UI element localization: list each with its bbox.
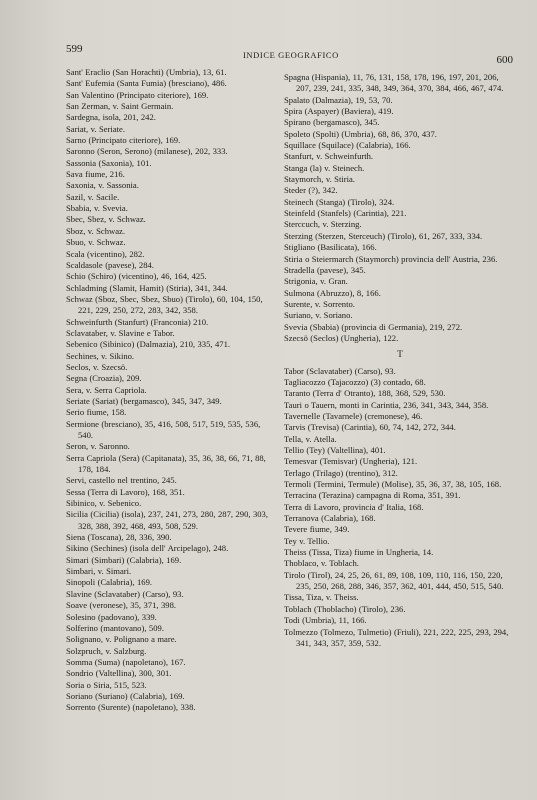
index-entry: Termoli (Termini, Termule) (Molise), 35, 36, 37, 38, 105, 168. — [284, 479, 502, 490]
index-entry: Sera, v. Serra Capriola. — [66, 384, 147, 395]
page-number-left: 599 — [66, 43, 83, 55]
index-entries-t — [284, 366, 516, 650]
index-entry: Soriano (Suriano) (Calabria), 169. — [66, 690, 185, 701]
index-entry: Sechines, v. Sikino. — [66, 350, 135, 361]
index-entry: Schwaz (Sboz, Sbec, Sbez, Sbuo) (Tirolo), 60, 104, 150, 221, 229, 250, 272, 283, 342, 358. — [66, 293, 263, 316]
index-entry: Steder (?), 342. — [284, 185, 338, 196]
index-entry: San Zerman, v. Saint Germain. — [66, 101, 174, 112]
index-entry: Saronno (Seron, Serono) (milanese), 202, 333. — [66, 146, 228, 157]
index-entry: Sbabia, v. Svevia. — [66, 203, 128, 214]
index-entry: Sazil, v. Sacile. — [66, 191, 120, 202]
index-column-left — [66, 67, 276, 714]
index-entry: Sorrento (Surente) (napoletano), 338. — [66, 702, 196, 713]
index-entry: Sava fiume, 216. — [66, 169, 125, 180]
index-entry: Tauri o Tauern, monti in Carintia, 236, 341, 343, 344, 358. — [284, 399, 489, 410]
index-entry: Serio fiume, 158. — [66, 407, 127, 418]
running-title: INDICE GEOGRAFICO — [243, 50, 339, 60]
index-entry: Sboz, v. Schwaz. — [66, 225, 125, 236]
index-entry: Sondrio (Valtellina), 300, 301. — [66, 668, 172, 679]
index-entry: Tarvis (Trevisa) (Carintia), 60, 74, 142, 272, 344. — [284, 422, 456, 433]
index-entry: Schio (Schiro) (vicentino), 46, 164, 425. — [66, 271, 207, 282]
index-entry: Tissa, Tiza, v. Theiss. — [284, 592, 359, 603]
index-entry: Sterzing (Sterzen, Sterceuch) (Tirolo), 61, 267, 333, 334. — [284, 230, 483, 241]
index-entry: Sessa (Terra di Lavoro), 168, 351. — [66, 486, 185, 497]
index-entry: Simari (Simbari) (Calabria), 169. — [66, 554, 182, 565]
index-entry: Schweinfurth (Stanfurt) (Franconia) 210. — [66, 316, 209, 327]
index-entry: Terracina (Terazina) campagna di Roma, 351, 391. — [284, 490, 461, 501]
index-entry: Sibinico, v. Sebenico. — [66, 498, 142, 509]
section-letter-t: T — [397, 350, 403, 361]
index-entry: Simbari, v. Simari. — [66, 566, 132, 577]
index-entry: Solignano, v. Polignano a mare. — [66, 634, 177, 645]
index-entry: Terra di Lavoro, provincia d' Italia, 168. — [284, 501, 424, 512]
index-entry: Staymorch, v. Stiria. — [284, 174, 355, 185]
index-entry: Saxonia, v. Sassonia. — [66, 180, 139, 191]
index-entry: Sikino (Sechines) (isola dell' Arcipelago), 248. — [66, 543, 229, 554]
index-entry: Solferino (mantovano), 509. — [66, 622, 164, 633]
index-entry: Soria o Siria, 515, 523. — [66, 679, 147, 690]
index-entry: Sulmona (Abruzzo), 8, 166. — [284, 287, 381, 298]
index-entry: Sariat, v. Seriate. — [66, 123, 125, 134]
index-entry: Terranova (Calabria), 168. — [284, 513, 376, 524]
index-entry: Theiss (Tissa, Tiza) fiume in Ungheria, 14. — [284, 547, 434, 558]
index-entry: Seriate (Sariat) (bergamasco), 345, 347, 349. — [66, 395, 222, 406]
index-entry: Svevia (Sbabia) (provincia di Germania), 219, 272. — [284, 321, 463, 332]
index-entry: Tavernelle (Tavarnele) (cremonese), 46. — [284, 410, 423, 421]
index-entry: Taranto (Terra d' Otranto), 188, 368, 529, 530. — [284, 388, 446, 399]
page-number-right: 600 — [496, 54, 513, 66]
index-entry: Terlago (Trilago) (trentino), 312. — [284, 467, 398, 478]
index-entry: Sant' Eufemia (Santa Fumia) (bresciano), 486. — [66, 78, 227, 89]
index-entry: Sbuo, v. Schwaz. — [66, 237, 126, 248]
index-entry: Sicilia (Cicilia) (isola), 237, 241, 273, 280, 287, 290, 303, 328, 388, 392, 468, 493, 508, 529. — [66, 509, 269, 531]
index-entry: Serra Capriola (Sera) (Capitanata), 35, 36, 38, 66, 71, 88, 178, 184. — [66, 452, 266, 475]
index-entry: Spagna (Hispania), 11, 76, 131, 158, 178, 196, 197, 201, 206, 207, 239, 241, 335, 348, 349, 364, 370, 384, 466, 467, 474. — [284, 72, 504, 94]
index-entry: Todi (Umbria), 11, 166. — [284, 615, 367, 626]
index-entry: Sterccuch, v. Sterzing. — [284, 219, 362, 230]
index-entry: Slavine (Sclavataber) (Carso), 93. — [66, 588, 184, 599]
index-entry: Stiria o Steiermarch (Staymorch) provincia dell' Austria, 236. — [284, 253, 498, 264]
index-entry: Tevere fiume, 349. — [284, 524, 350, 535]
index-entry: Sclavataber, v. Slavine e Tabor. — [66, 327, 175, 338]
index-entry: Siena (Toscana), 28, 336, 390. — [66, 532, 172, 543]
index-entry: Sassonia (Saxonia), 101. — [66, 157, 152, 168]
index-entry: Suriano, v. Soriano. — [284, 310, 353, 321]
index-entry: Surente, v. Sorrento. — [284, 298, 355, 309]
index-entry: Steinfeld (Stanfels) (Carintia), 221. — [284, 208, 407, 219]
index-entry: Tellio (Tey) (Valtellina), 401. — [284, 445, 386, 455]
index-entry: Scaldasole (pavese), 284. — [66, 259, 154, 270]
index-entry: Sarno (Principato citeriore), 169. — [66, 135, 181, 146]
index-entry: Somma (Suma) (napoletano), 167. — [66, 656, 186, 667]
index-entry: Stanga (la) v. Steinech. — [284, 162, 365, 173]
index-entry: Tirolo (Tirol), 24, 25, 26, 61, 89, 108, 109, 110, 116, 150, 220, 235, 250, 268, 288, 346, 357, 362, 401, 444, 450, 515, 540. — [284, 569, 504, 592]
index-entry: Sebenico (Sibinico) (Dalmazia), 210, 335, 471. — [66, 339, 231, 350]
index-entry: Strigonia, v. Gran. — [284, 276, 348, 287]
index-entry: Temesvar (Temisvar) (Ungheria), 121. — [284, 456, 418, 467]
index-entry: Squillace (Squilace) (Calabria), 166. — [284, 140, 411, 151]
index-entry: Seron, v. Saronno. — [66, 441, 130, 452]
index-entry: Sinopoli (Calabria), 169. — [66, 577, 153, 588]
index-entry: Soave (veronese), 35, 371, 398. — [66, 600, 177, 611]
index-entry: Seclos, v. Szecsö. — [66, 361, 128, 372]
index-entry: Stanfurt, v. Schweinfurth. — [284, 151, 374, 162]
index-entry: Spirano (bergamasco), 345. — [284, 117, 380, 128]
index-entry: Tolmezzo (Tolmezo, Tulmetio) (Friuli), 221, 222, 225, 293, 294, 341, 343, 357, 359, 532. — [284, 626, 509, 648]
index-entry: Toblach (Thoblacho) (Tirolo), 236. — [284, 603, 406, 614]
index-entry: Sermione (bresciano), 35, 416, 508, 517, 519, 535, 536, 540. — [66, 418, 261, 440]
index-entry: Tella, v. Atella. — [284, 433, 337, 444]
index-entry: Tabor (Sclavataber) (Carso), 93. — [284, 365, 396, 376]
index-entry: Tagliacozzo (Tajacozzo) (3) contado, 68. — [284, 376, 426, 387]
index-entry: Stigliano (Basilicata), 166. — [284, 242, 377, 253]
index-entry: Stradella (pavese), 345. — [284, 264, 366, 275]
index-entry: Thoblaco, v. Toblach. — [284, 558, 359, 569]
index-entry: Segna (Croazia), 209. — [66, 373, 142, 384]
index-entry: San Valentino (Principato citeriore), 169. — [66, 89, 209, 100]
index-entries-s — [284, 72, 516, 344]
index-entry: Servi, castello nel trentino, 245. — [66, 475, 177, 486]
index-entry: Spalato (Dalmazia), 19, 53, 70. — [284, 94, 393, 105]
index-entry: Steinech (Stanga) (Tirolo), 324. — [284, 196, 395, 207]
index-entry: Sant' Eraclio (San Horachti) (Umbria), 13, 61. — [66, 67, 227, 77]
index-entry: Sbec, Sbez, v. Schwaz. — [66, 214, 146, 225]
index-entry: Schladming (Slamit, Hamit) (Stiria), 341, 344. — [66, 282, 228, 293]
index-entry: Tey v. Tellio. — [284, 535, 330, 546]
index-entry: Spoleto (Spolti) (Umbria), 68, 86, 370, 437. — [284, 128, 437, 139]
index-entry: Szecsö (Seclos) (Ungheria), 122. — [284, 332, 399, 343]
index-entry: Scala (vicentino), 282. — [66, 248, 145, 259]
index-column-right — [284, 72, 516, 649]
index-entry: Sardegna, isola, 201, 242. — [66, 112, 156, 123]
index-entry: Solzpruch, v. Salzburg. — [66, 645, 147, 656]
index-entry: Solesino (padovano), 339. — [66, 611, 157, 622]
index-entry: Spira (Aspayer) (Baviera), 419. — [284, 106, 394, 117]
